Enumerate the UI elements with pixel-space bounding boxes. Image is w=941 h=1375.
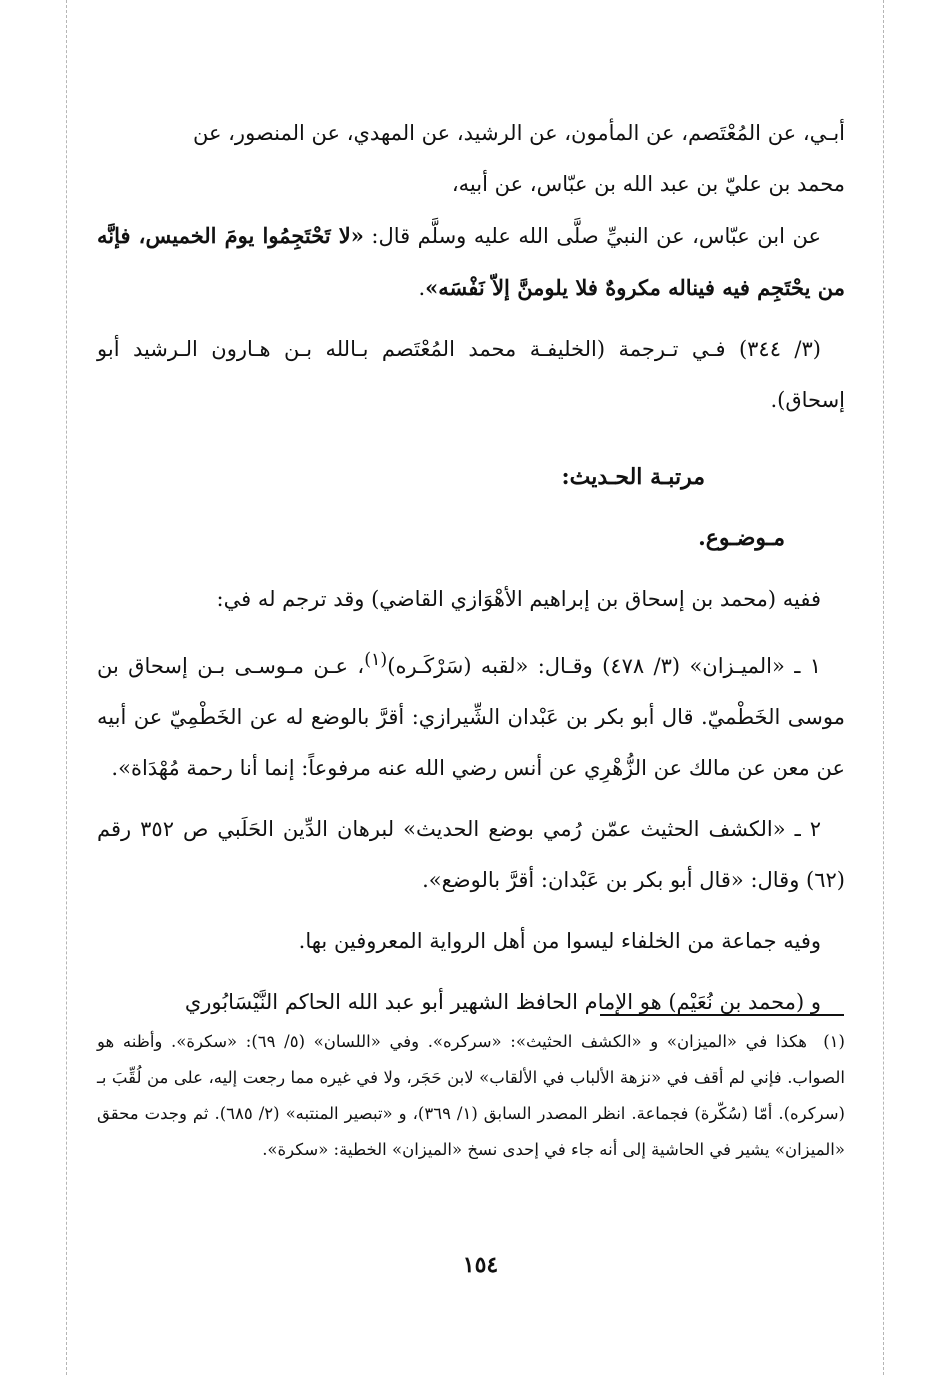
section-heading: مرتبـة الحـديث: bbox=[561, 464, 705, 490]
source-item-1-main: ١ ـ «الميـزان» (٣/ ٤٧٨) وقـال: «لقبه (سَرْكَـره) bbox=[387, 654, 821, 678]
footnote-reference: (١) bbox=[364, 650, 388, 670]
footnote-marker: (١) bbox=[823, 1032, 845, 1051]
source-item-2: ٢ ـ «الكشف الحثيث عمّن رُمي بوضع الحديث» لبرهان الدِّين الحَلَبي ص ٣٥٢ رقم (٦٢) وقال: «قال أبو بكر بن عَبْدان: أقرَّ بالوضع». bbox=[97, 817, 845, 892]
page-number: ١٥٤ bbox=[462, 1252, 499, 1278]
source-item-1 bbox=[97, 635, 845, 794]
isnad-line-2: محمد بن عليّ بن عبد الله بن عبّاس، عن أبيه، bbox=[451, 172, 845, 196]
section-subheading: مـوضـوع. bbox=[698, 525, 785, 551]
hadith-paragraph bbox=[97, 210, 845, 314]
footnotes bbox=[97, 1024, 845, 1168]
footnote-1 bbox=[97, 1024, 845, 1168]
main-text bbox=[97, 108, 845, 1028]
reference-paragraph: (٣/ ٣٤٤) فـي تـرجمة (الخليفـة محمد المُعْتَصم بـالله بـن هـارون الـرشيد أبو إسحاق). bbox=[97, 337, 845, 412]
footnote-separator bbox=[600, 1014, 844, 1016]
hadith-text: «لا تَحْتَجِمُوا يومَ الخميس، فإنَّه من يحْتَجِم فيه فيناله مكروهٌ فلا يلومنَّ إلاّ نَفْسَه» bbox=[97, 223, 845, 300]
caliphs-paragraph: وفيه جماعة من الخلفاء ليسوا من أهل الرواية المعروفين بها. bbox=[298, 929, 821, 953]
isnad-paragraph bbox=[97, 108, 845, 210]
narrator-bio-paragraph: و (محمد بن نُعَيْم) هو الإمام الحافظ الشهير أبو عبد الله الحاكم النَّيْسَابُوري bbox=[184, 990, 821, 1014]
narrator-paragraph: ففيه (محمد بن إسحاق بن إبراهيم الأهْوَازي القاضي) وقد ترجم له في: bbox=[216, 587, 821, 611]
right-margin-guide bbox=[883, 0, 884, 1375]
isnad-line-1: أبـي، عن المُعْتَصم، عن المأمون، عن الرشيد، عن المهدي، عن المنصور، عن bbox=[192, 121, 845, 145]
source-item-1-rest: ، عـن مـوسـى بـن إسحاق بن موسى الخَطْميّ. قال أبو بكر بن عَبْدان الشِّيرازي: أقرَّ بالوضع له عن الخَطْمِيّ عن أبيه عن معن عن مالك عن الزُّهْرِي عن أنس رضي الله عنه مرفوعاً: إنما أنا رحمة مُهْدَاة». bbox=[97, 654, 845, 780]
hadith-end: . bbox=[418, 276, 426, 300]
footnote-text: هكذا في «الميزان» و «الكشف الحثيث»: «سركره». وفي «اللسان» (٥/ ٦٩): «سكرة». وأظنه هو الصواب. فإني لم أقف في «نزهة الألباب في الألقاب» لابن حَجَر، ولا في غيره مما رجعت إليه، على من لُقِّبَ بـ (سركره). أمّا (سُكّرة) فجماعة. انظر المصدر السابق (١/ ٣٦٩)، و «تبصير المنتبه» (٢/ ٦٨٥). ثم وجدت محقق «الميزان» يشير في الحاشية إلى أنه جاء في إحدى نسخ «الميزان» الخطية: «سكرة». bbox=[97, 1032, 845, 1159]
hadith-intro: عن ابن عبّاس، عن النبيِّ صلَّى الله عليه وسلَّم قال: bbox=[363, 224, 821, 248]
left-margin-guide bbox=[66, 0, 67, 1375]
